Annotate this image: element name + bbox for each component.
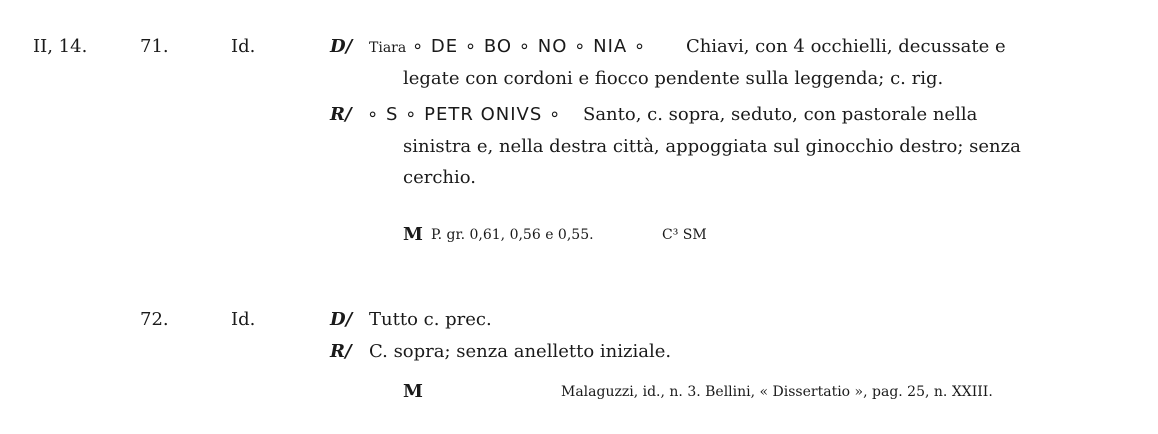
entry-71-obverse-legend: ∘ DE ∘ BO ∘ NO ∘ NIA ∘ <box>411 36 647 57</box>
entry-71-number: 71. <box>140 36 169 57</box>
entry-71-reverse-line-1 <box>367 104 977 125</box>
entry-71-reference: II, 14. <box>33 36 88 57</box>
entry-71-obverse-desc-1: Chiavi, con 4 occhielli, decussate e <box>685 36 1006 57</box>
entry-71-obverse-line-1 <box>369 36 1006 57</box>
entry-72-reverse-text: C. sopra; senza anelletto iniziale. <box>369 341 672 362</box>
entry-71-reverse-mark: R/ <box>330 104 352 125</box>
entry-72-id: Id. <box>231 309 256 330</box>
entry-71-weights: P. gr. 0,61, 0,56 e 0,55. <box>431 227 594 243</box>
entry-72-obverse-mark: D/ <box>330 309 353 330</box>
entry-71-obverse-mark: D/ <box>330 36 353 57</box>
entry-71-reverse-legend: ∘ S ∘ PETR ONIVS ∘ <box>367 104 562 125</box>
entry-71-collections: C³ SM <box>662 227 707 243</box>
entry-71-metal: M <box>403 224 423 245</box>
entry-72-references: Malaguzzi, id., n. 3. Bellini, « Dissertatio », pag. 25, n. XXIII. <box>561 384 993 400</box>
entry-72-obverse-text: Tutto c. prec. <box>369 309 492 330</box>
entry-71-obverse-prefix: Tiara <box>369 40 407 56</box>
entry-71-obverse-desc-2: legate con cordoni e fiocco pendente sulla leggenda; c. rig. <box>403 68 944 89</box>
entry-72-metal: M <box>403 381 423 402</box>
entry-71-reverse-desc-1: Santo, c. sopra, seduto, con pastorale nella <box>582 104 978 125</box>
entry-71-id: Id. <box>231 36 256 57</box>
entry-71-reverse-desc-3: cerchio. <box>403 167 477 188</box>
entry-72-reverse-mark: R/ <box>330 341 352 362</box>
entry-72-number: 72. <box>140 309 169 330</box>
entry-71-reverse-desc-2: sinistra e, nella destra città, appoggiata sul ginocchio destro; senza <box>403 136 1021 157</box>
